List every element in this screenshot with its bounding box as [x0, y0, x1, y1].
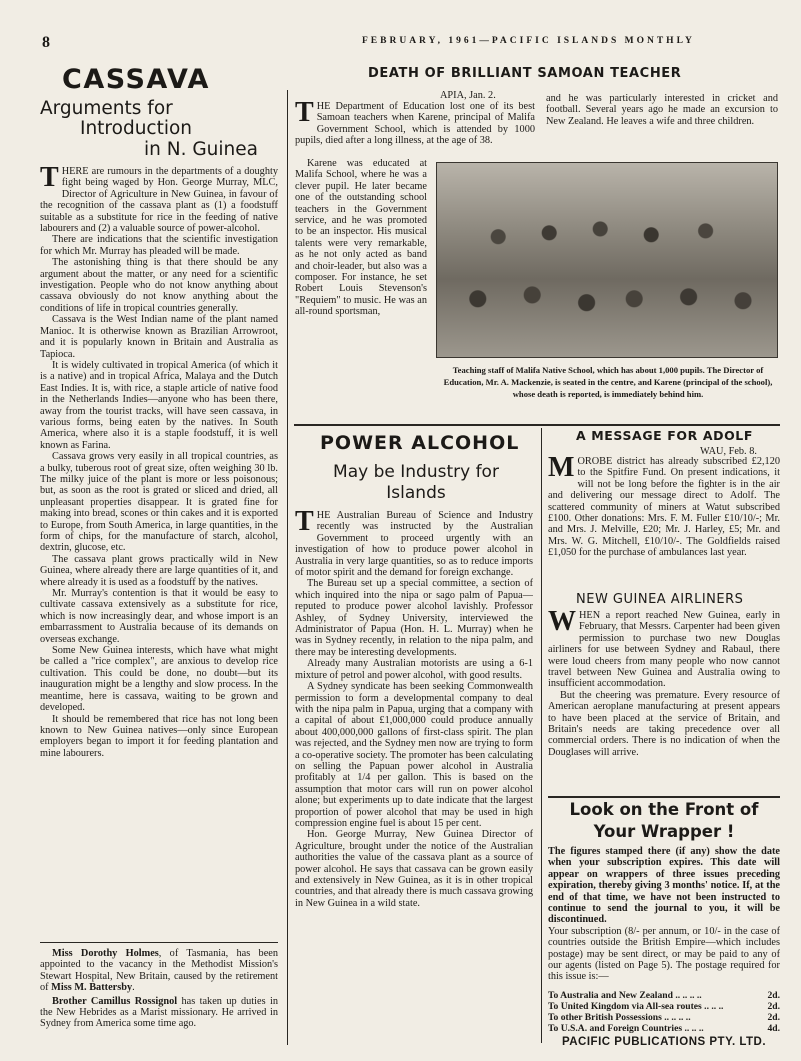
photo-caption: Teaching staff of Malifa Native School, which has about 1,000 pupils. The Director of Education, Mr. A. Mackenzie, is seated in the centre, and Karene (principal of the school), whose death is reported, is immediately behind him. — [443, 365, 773, 399]
column-divider — [40, 942, 278, 943]
power-subtitle: May be Industry for Islands — [333, 462, 499, 503]
cassava-article-body — [40, 166, 278, 936]
samoan-dateline: APIA, Jan. 2. — [440, 90, 496, 101]
airliners-title: NEW GUINEA AIRLINERS — [576, 592, 744, 607]
power-dropcap: T — [295, 510, 314, 537]
samoan-article-continued — [295, 158, 427, 422]
postage-destination: To United Kingdom via All-sea routes .. .. .. — [548, 1001, 724, 1012]
cassava-paragraph: Cassava is the West Indian name of the plant named Manioc. It is otherwise known as Brazilian Arrowroot, and it is popularly known in Britain and Australia as Tapioca. — [40, 314, 278, 360]
adolf-lead: OROBE district has already subscribed £2,120 to the Spitfire Fund. On present indications, it will not be long before the fighter is in the air and delivering our message direct to Adolf. The scattered community of miners at Watut subscribed £100. Other donations: Mrs. F. M. Fuller £10/10/-; Mr. and Mrs. J. Melville, £20; Mr. J. Harley, £5; Mr. and Mrs. W. G. Mitchell, £10/10/-. The Goldfields raised £1,050 for the purchase of ambulances last year. — [548, 456, 780, 559]
postage-row — [548, 1023, 780, 1034]
wrapper-title-line-2: Your Wrapper ! — [593, 822, 735, 841]
page-number: 8 — [42, 34, 50, 51]
note-text: . — [132, 982, 135, 994]
cassava-dropcap: T — [40, 166, 59, 193]
samoan-article-end — [546, 93, 778, 145]
samoan-paragraph: Karene was educated at Malifa School, where he was a clever pupil. He later became one of the outstanding school teachers in the Government service, and he was promoted to be an inspector. His musical talents were very remarkable, as he not only acted as band and choir-leader, but also was a composer. For instance, he set Robert Louis Stevenson's "Requiem" to music. He was an all-round sportsman, — [295, 158, 427, 318]
vertical-column-rule — [287, 90, 288, 1045]
cassava-paragraph: The cassava plant grows practically wild in New Guinea, where already there are large quantities of it, and where already it is used as a foodstuff by the natives. — [40, 553, 278, 588]
note-name: Brother Camillus Rossignol — [52, 995, 178, 1007]
section-rule — [294, 424, 780, 426]
postage-destination: To other British Possessions .. .. .. .. — [548, 1012, 691, 1023]
note-text: has taken up duties in the New Hebrides as a Marist missionary. He arrived in Sydney from America some time ago. — [40, 995, 278, 1030]
airliners-article-body — [548, 610, 780, 794]
postage-row — [548, 990, 780, 1001]
adolf-dropcap: M — [548, 456, 575, 483]
samoan-title: DEATH OF BRILLIANT SAMOAN TEACHER — [368, 66, 682, 81]
postage-row — [548, 1012, 780, 1023]
note-holmes — [40, 948, 278, 994]
note-name: Miss M. Battersby — [51, 982, 133, 994]
power-lead: HE Australian Bureau of Science and Industry recently was instructed by the Australian Government to proceed urgently with an investigation of how to produce power alcohol in Australia in very large quantities, so as to reduce imports of motor spirit and the demand for foreign exchange. — [295, 510, 533, 579]
cassava-lead: HERE are rumours in the departments of a doughty fight being waged by Hon. George Murray, MLC, Director of Agriculture in New Guinea, in favour of the recognition of the cassava plant as (1) a foodstuff suitable as a substitute for rice in the feeding of native labourers and (2) a valuable source of power-alcohol. — [40, 166, 278, 235]
cassava-subtitle-line-3: in N. Guinea — [144, 139, 258, 160]
cassava-paragraph: There are indications that the scientific investigation for which Mr. Murray has pleaded will be made. — [40, 234, 278, 257]
cassava-paragraph: It should be remembered that rice has not long been known to New Guinea natives—only since European employers began to import it for feeding plantation and mine labourers. — [40, 713, 278, 759]
wrapper-normal-text: Your subscription (8/- per annum, or 10/- in the case of countries outside the British Empire—which includes postage) may be sent direct, or may be paid to any of our agents (listed on Page 5). The postage required for this issue is:— — [548, 925, 780, 983]
power-paragraph: Already many Australian motorists are using a 6-1 mixture of petrol and power alcohol, with good results. — [295, 658, 533, 681]
cassava-paragraph: It is widely cultivated in tropical America (of which it is a native) and in tropical Africa, Malaya and the Dutch East Indies. It is, with rice, a staple article of native food in the Netherlands Indies—anyone who has been there, away from the tourist tracks, will have seen cassava, in various forms, being eaten by the natives. In South America, where also it is a staple foodstuff, it is well known as Farina. — [40, 359, 278, 451]
postage-destination: To Australia and New Zealand .. .. .. .. — [548, 990, 702, 1001]
wrapper-title-line-1: Look on the Front of — [569, 800, 759, 819]
note-rossignol — [40, 996, 278, 1030]
postage-row — [548, 1001, 780, 1012]
airliners-lead: HEN a report reached New Guinea, early in February, that Messrs. Carpenter had been given permission to purchase two new Douglas airliners for use between Sydney and Rabaul, there were loud cheers from many people who now cannot travel between New Guinea and Australia owing to insufficient accommodation. — [548, 610, 780, 690]
adolf-title: A MESSAGE FOR ADOLF — [576, 428, 753, 443]
power-title: POWER ALCOHOL — [320, 432, 520, 454]
airliners-paragraph: But the cheering was premature. Every resource of American aeroplane manufacturing at present appears to have been placed at the service of Britain, and Britain's needs are taking precedence over all commercial orders. There is no indication of when the Douglases will arrive. — [548, 689, 780, 758]
power-paragraph: The Bureau set up a special committee, a section of which inquired into the nipa or sago palm of Papua—reputed to produce power alcohol lavishly. Professor Ashley, of Sydney University, interviewed the Administrator of Papua (Hon. H. L. Murray) when he was in Sydney recently, in relation to the nipa palm, and there may be interesting developments. — [295, 578, 533, 658]
section-rule-wrapper — [548, 796, 780, 798]
personal-notes — [40, 948, 278, 1048]
samoan-paragraph: and he was particularly interested in cricket and football. Several years ago he made an excursion to New Zealand. He leaves a wife and three children. — [546, 93, 778, 127]
postage-destination: To U.S.A. and Foreign Countries .. .. .. — [548, 1023, 704, 1034]
wrapper-notice — [548, 846, 780, 996]
postage-rate: 2d. — [767, 1001, 780, 1012]
power-article-body — [295, 510, 533, 1045]
cassava-subtitle-line-2: Introduction — [80, 118, 193, 139]
samoan-article-lead — [295, 101, 535, 159]
postage-rate: 2d. — [767, 1012, 780, 1023]
cassava-title: CASSAVA — [62, 64, 210, 95]
note-name: Miss Dorothy Holmes — [52, 948, 159, 959]
postage-rate: 4d. — [767, 1023, 780, 1034]
publisher-name: PACIFIC PUBLICATIONS PTY. LTD. — [561, 1036, 767, 1048]
power-paragraph: A Sydney syndicate has been seeking Commonwealth permission to form a developmental company to deal with the nipa palm in Papua, urging that a company with a capital of about £1,000,000 could produce annually about 400,000,000 gallons of first-class spirit. The plan was rejected, and the Sydney men now are trying to form a co-operative society. The promoter has been calculating on selling the Papuan power alcohol in Australia profitably at 1/4 per gallon. This is based on the assumption that motor cars will run on power alcohol alone; but experiments up to date indicate that the largest proportion of power alcohol that may be used in high compression engine fuel is about 15 per cent. — [295, 681, 533, 829]
running-head: FEBRUARY, 1961—PACIFIC ISLANDS MONTHLY — [362, 36, 695, 46]
samoan-lead: HE Department of Education lost one of its best Samoan teachers when Karene, principal of Malifa Government School, which is attended by 1000 pupils, died after a long illness, at the age of 38. — [295, 101, 535, 147]
cassava-subtitle-line-1: Arguments for — [40, 98, 173, 119]
cassava-paragraph: Mr. Murray's contention is that it would be easy to cultivate cassava extensively as a substitute for rice, which is now increasingly dear, and whose import is an embarrassment to Australia because of its demands on overseas exchange. — [40, 588, 278, 645]
cassava-paragraph: Some New Guinea interests, which have what might be called a "rice complex", are anxious to develop rice cultivation. This could be done, no doubt—but its inauguration might be a lengthy and slow process. In the meantime, here is cassava, waiting to be grown and developed. — [40, 645, 278, 714]
vertical-column-rule-right — [541, 428, 542, 1043]
airliners-dropcap: W — [548, 610, 576, 637]
adolf-article-body — [548, 456, 780, 586]
postage-table — [548, 990, 780, 1034]
cassava-paragraph: Cassava grows very easily in all tropical countries, as a bulky, tuberous root of great size, often weighing 30 lb. The milky juice of the plant is more or less poisonous; but, as soon as the root is grated or sliced and dried, all unpleasant properties disappear. It is grated fine for making into bread, scones or thin cakes and it is exported to Europe, from South America, in large quantities, in the form of chips, for the manufacture of starch, alcohol, dextrin, glucose, etc. — [40, 451, 278, 554]
wrapper-bold-text: The figures stamped there (if any) show the date when your subscription expires. This date will appear on wrappers of three issues preceding expiration, thereby giving 3 months' notice. If, at the end of that time, we have not been instructed to continue to send the journal to you, it will be discontinued. — [548, 846, 780, 926]
adolf-dateline: WAU, Feb. 8. — [700, 446, 757, 457]
school-staff-photo — [436, 162, 778, 358]
power-paragraph: Hon. George Murray, New Guinea Director of Agriculture, brought under the notice of the Australian authorities the value of the cassava plant as a source of power alcohol. He says that cassava can be grown easily and extensively in New Guinea, as it is in other tropical countries, and that already there is much cassava growing in New Guinea in a wild state. — [295, 829, 533, 909]
samoan-dropcap: T — [295, 101, 314, 128]
postage-rate: 2d. — [767, 990, 780, 1001]
cassava-paragraph: The astonishing thing is that there should be any argument about the matter, or any need for a scientific investigation. People who do not know anything about cassava obviously do not know anything about the conditions of life in tropical countries generally. — [40, 257, 278, 314]
note-text: , of Tasmania, has been appointed to the vacancy in the Methodist Mission's Stewart Hospital, New Britain, caused by the retirement of — [40, 948, 278, 994]
